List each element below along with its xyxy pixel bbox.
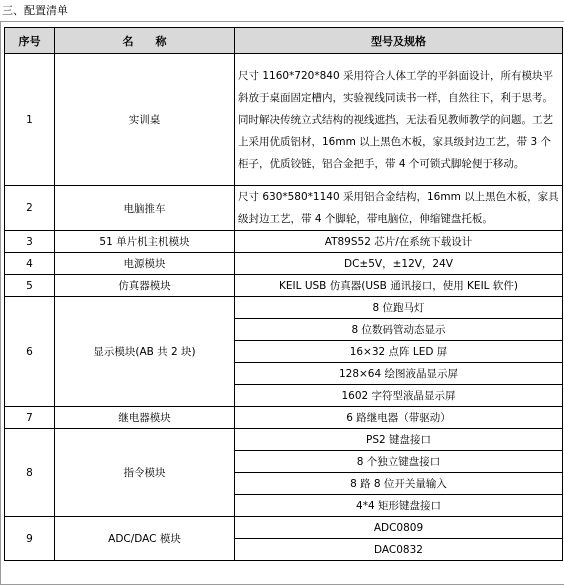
row-spec: 8 位数码管动态显示	[235, 319, 563, 341]
table-row	[5, 231, 563, 253]
table-row	[5, 297, 563, 319]
row-spec: 4*4 矩形键盘接口	[235, 495, 563, 517]
row-no: 6	[5, 297, 55, 407]
row-no: 7	[5, 407, 55, 429]
section-title: 三、配置清单	[2, 4, 68, 17]
row-name: 实训桌	[55, 54, 235, 186]
title-divider	[0, 21, 564, 22]
table-row	[5, 275, 563, 297]
row-spec: 8 路 8 位开关量输入	[235, 473, 563, 495]
row-spec: 16×32 点阵 LED 屏	[235, 341, 563, 363]
table-row	[5, 517, 563, 539]
row-spec: 8 个独立键盘接口	[235, 451, 563, 473]
row-spec: 8 位跑马灯	[235, 297, 563, 319]
row-no: 2	[5, 186, 55, 231]
row-spec: 128×64 绘图液晶显示屏	[235, 363, 563, 385]
table-row	[5, 253, 563, 275]
row-name: 电源模块	[55, 253, 235, 275]
row-name: ADC/DAC 模块	[55, 517, 235, 561]
row-spec: ADC0809	[235, 517, 563, 539]
row-name: 仿真器模块	[55, 275, 235, 297]
row-spec: DC±5V，±12V，24V	[235, 253, 563, 275]
row-no: 4	[5, 253, 55, 275]
row-spec: 6 路继电器（带驱动）	[235, 407, 563, 429]
header-spec: 型号及规格	[235, 28, 563, 54]
table-row	[5, 54, 563, 186]
config-table	[4, 27, 563, 561]
row-spec: 尺寸 1160*720*840 采用符合人体工学的平斜面设计，所有模块平斜放于桌面固定槽内，实验视线同读书一样，自然往下，利于思考。同时解决传统立式结构的视线遮挡，无法看见教师教学的问题。工艺上采用优质铝材，16mm 以上黑色木板，家具级封边工艺，带 3 个柜子，优质铰链，铝合金把手，带 4 个可锁式脚轮便于移动。	[235, 54, 563, 186]
row-name: 51 单片机主机模块	[55, 231, 235, 253]
row-name: 继电器模块	[55, 407, 235, 429]
row-name: 指令模块	[55, 429, 235, 517]
row-no: 5	[5, 275, 55, 297]
header-name: 名 称	[55, 28, 235, 54]
row-spec: AT89S52 芯片/在系统下载设计	[235, 231, 563, 253]
row-name: 显示模块(AB 共 2 块)	[55, 297, 235, 407]
page-left-border	[0, 22, 1, 585]
row-no: 1	[5, 54, 55, 186]
row-spec: KEIL USB 仿真器(USB 通讯接口，使用 KEIL 软件)	[235, 275, 563, 297]
table-row	[5, 407, 563, 429]
row-spec: 尺寸 630*580*1140 采用铝合金结构，16mm 以上黑色木板，家具级封边工艺，带 4 个脚轮，带电脑位，伸缩键盘托板。	[235, 186, 563, 231]
header-no: 序号	[5, 28, 55, 54]
row-no: 8	[5, 429, 55, 517]
row-spec: PS2 键盘接口	[235, 429, 563, 451]
row-no: 3	[5, 231, 55, 253]
row-spec: DAC0832	[235, 539, 563, 561]
table-row	[5, 429, 563, 451]
row-spec: 1602 字符型液晶显示屏	[235, 385, 563, 407]
table-row	[5, 186, 563, 231]
row-name: 电脑推车	[55, 186, 235, 231]
row-no: 9	[5, 517, 55, 561]
